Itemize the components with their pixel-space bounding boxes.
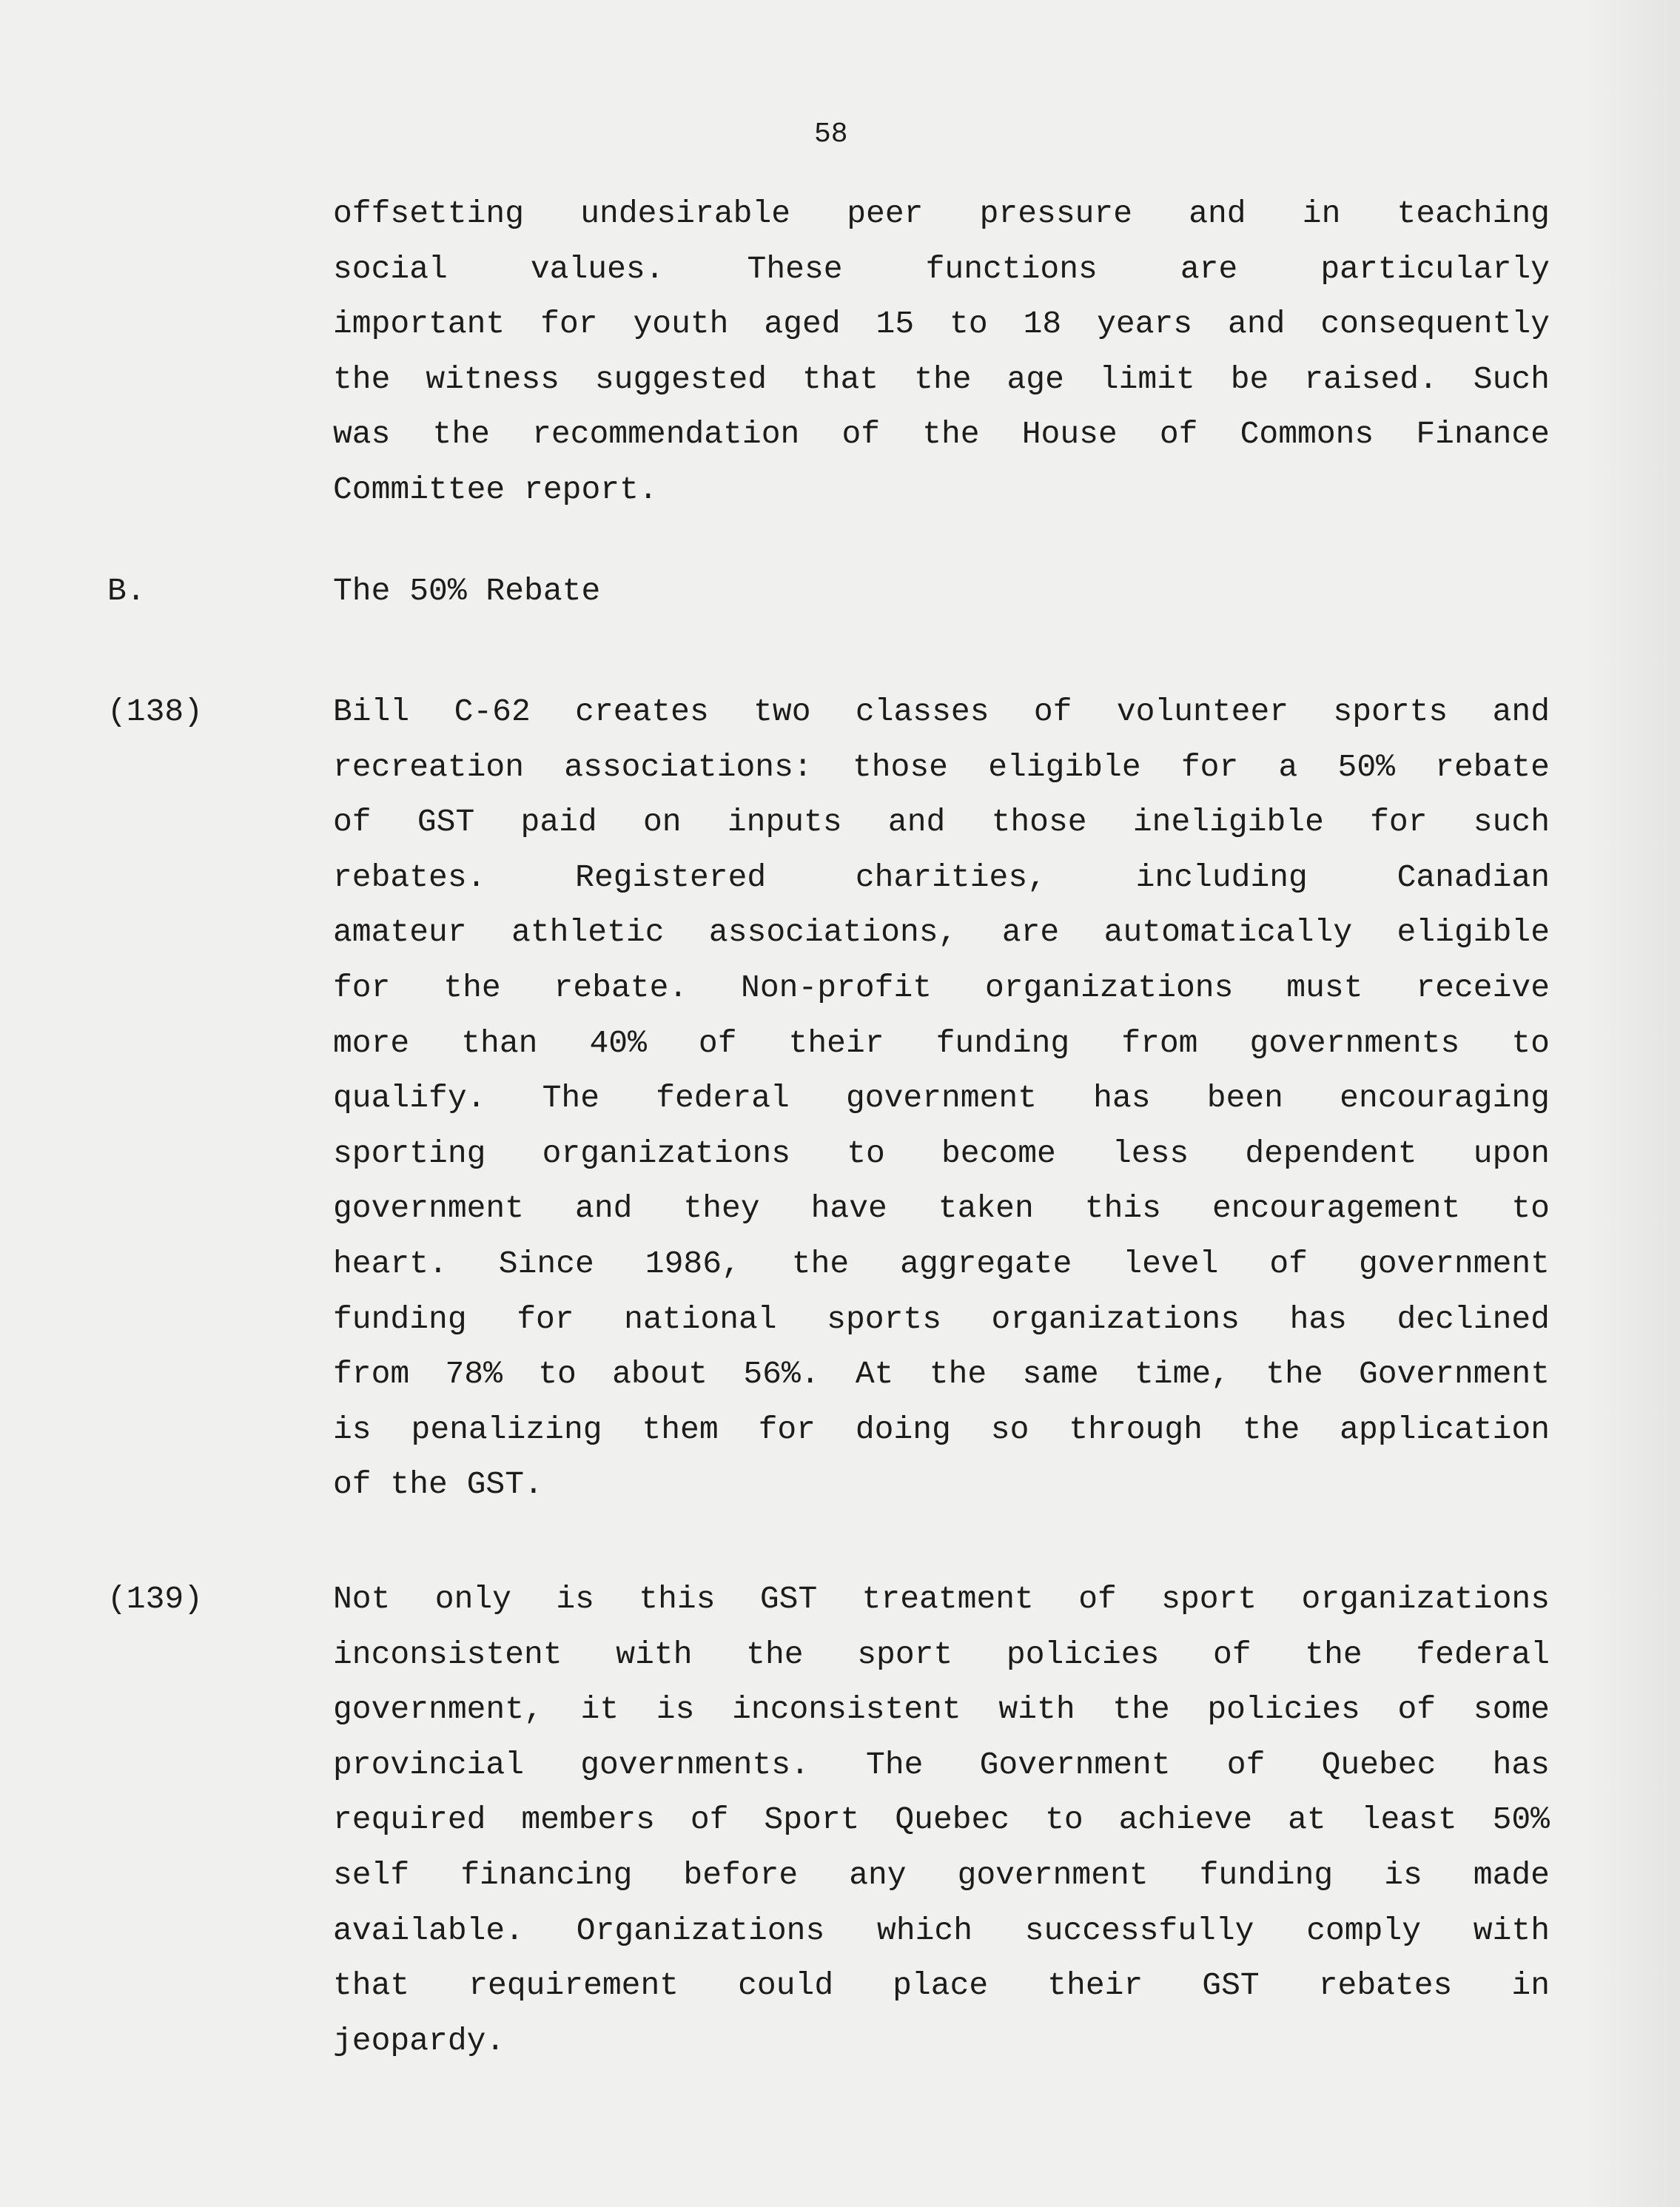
text-line: recreation associations: those eligible for a 50% rebate [333,748,1550,785]
paragraph-number: (139) [107,1581,204,1617]
text-line: jeopardy. [333,2022,505,2059]
text-line: of the GST. [333,1466,543,1503]
text-line: required members of Sport Quebec to achieve at least 50% [333,1801,1550,1838]
text-line: of GST paid on inputs and those ineligible for such [333,804,1550,841]
text-line: sporting organizations to become less dependent upon [333,1135,1550,1172]
text-line: self financing before any government funding is made [333,1856,1550,1893]
text-line: qualify. The federal government has been encouraging [333,1080,1550,1117]
text-line: government and they have taken this encouragement to [333,1190,1550,1227]
section-heading-text: The 50% Rebate [333,573,601,609]
text-line: Bill C-62 creates two classes of volunteer sports and [333,693,1550,730]
section-label: B. [107,573,146,609]
page-number: 58 [814,118,848,150]
text-line: for the rebate. Non-profit organizations must receive [333,969,1550,1006]
intro-paragraph [333,187,1550,518]
text-line: government, it is inconsistent with the policies of some [333,1691,1550,1728]
text-line: that requirement could place their GST rebates in [333,1967,1550,2004]
text-line: is penalizing them for doing so through the application [333,1411,1550,1448]
section-heading [333,564,1550,619]
text-line: amateur athletic associations, are automatically eligible [333,914,1550,951]
text-line: the witness suggested that the age limit be raised. Such [333,360,1550,397]
text-line: important for youth aged 15 to 18 years and consequently [333,306,1550,343]
text-line: Committee report. [333,471,658,508]
text-line: was the recommendation of the House of Commons Finance [333,416,1550,453]
text-line: inconsistent with the sport policies of the federal [333,1636,1550,1673]
text-line: available. Organizations which successfully comply with [333,1912,1550,1949]
text-line: funding for national sports organizations has declined [333,1300,1550,1337]
scan-edge-shadow [1584,0,1680,2207]
text-line: from 78% to about 56%. At the same time, the Government [333,1356,1550,1393]
paragraph-138 [333,685,1550,1513]
text-line: Not only is this GST treatment of sport organizations [333,1581,1550,1617]
text-line: heart. Since 1986, the aggregate level of government [333,1245,1550,1282]
text-line: more than 40% of their funding from governments to [333,1024,1550,1061]
text-line: rebates. Registered charities, including Canadian [333,859,1550,896]
paragraph-number: (138) [107,693,204,730]
text-line: social values. These functions are particularly [333,250,1550,287]
text-line: offsetting undesirable peer pressure and in teaching [333,195,1550,232]
text-line: provincial governments. The Government of Quebec has [333,1746,1550,1783]
paragraph-139 [333,1572,1550,2069]
